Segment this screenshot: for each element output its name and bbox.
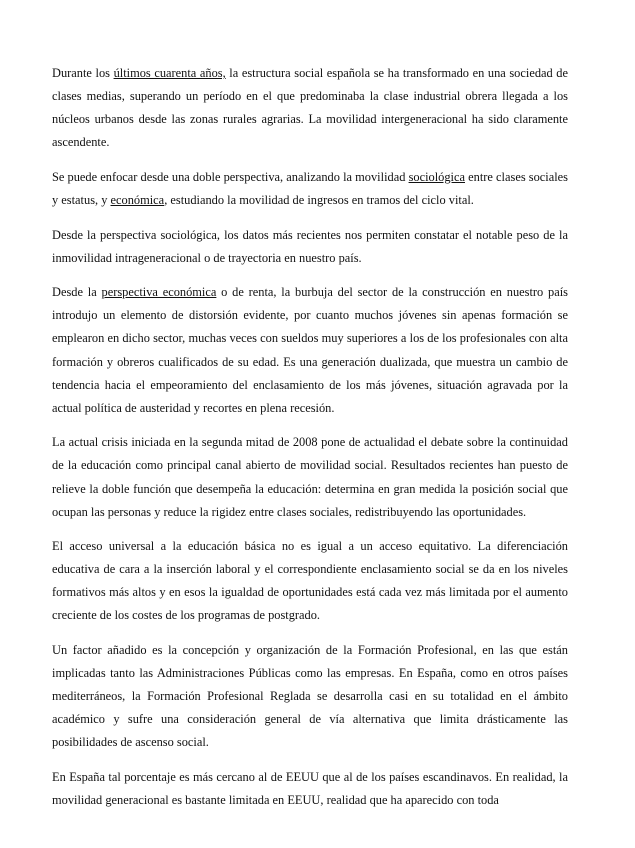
paragraph-7-text: Un factor añadido es la concepción y organización de la Formación Profesional, en las que están implicadas tanto las Administraciones Públicas como las empresas. En España, como en otros países mediterráneos, la Formación Profesional Reglada se desarrolla casi en su totalidad en el ámbito académico y sufre una consideración general de vía alternativa que limita drásticamente las posibilidades de ascenso social.: [52, 643, 568, 750]
paragraph-5: [52, 431, 568, 523]
link-sociologica[interactable]: sociológica: [408, 169, 465, 184]
paragraph-6: [52, 535, 568, 627]
paragraph-6-text: El acceso universal a la educación básica no es igual a un acceso equitativo. La diferenciación educativa de cara a la inserción laboral y el correspondiente enclasamiento social se da en los niveles formativos más altos y en esos la igualdad de oportunidades está cada vez más limitada por el aumento creciente de los costes de los programas de postgrado.: [52, 539, 568, 623]
paragraph-4: [52, 281, 568, 420]
paragraph-2-text: entre clases sociales y estatus, y: [52, 169, 569, 207]
paragraph-2-text: , estudiando la movilidad de ingresos en tramos del ciclo vital.: [164, 192, 474, 207]
document-body: [52, 62, 568, 824]
paragraph-8: [52, 766, 568, 812]
paragraph-1-text: Durante los: [52, 66, 114, 80]
paragraph-4-text: Desde la: [52, 285, 102, 300]
paragraph-3-text: Desde la perspectiva sociológica, los datos más recientes nos permiten constatar el notable peso de la inmovilidad intrageneracional o de trayectoria en nuestro país.: [52, 227, 568, 265]
paragraph-1-text: la estructura social española se ha transformado en una sociedad de clases medias, superando un período en el que predominaba la clase industrial obrera llegada a los núcleos urbanos desde las zonas rurales agrarias. La movilidad intergeneracional ha sido claramente ascendente.: [52, 66, 569, 150]
paragraph-3: [52, 224, 568, 270]
paragraph-2-text: Se puede enfocar desde una doble perspectiva, analizando la movilidad: [52, 169, 409, 184]
paragraph-4-text: o de renta, la burbuja del sector de la construcción en nuestro país introdujo un elemento de distorsión evidente, por cuanto muchos jóvenes sin apenas formación se emplearon en dicho sector, muchas veces con sueldos muy superiores a los de los profesionales con alta formación y obreros cualificados de su edad. Es una generación dualizada, que muestra un cambio de tendencia hacia el empeoramiento del enclasamiento de los más jóvenes, situación agravada por la actual política de austeridad y recortes en plena recesión.: [52, 285, 568, 415]
paragraph-7: [52, 639, 568, 754]
link-ultimos-cuarenta-anos[interactable]: últimos cuarenta años,: [113, 66, 226, 80]
paragraph-5-text: La actual crisis iniciada en la segunda mitad de 2008 pone de actualidad el debate sobre la continuidad de la educación como principal canal abierto de movilidad social. Resultados recientes han puesto de relieve la doble función que desempeña la educación: determina en gran medida la posición social que ocupan las personas y reduce la rigidez entre clases sociales, redistribuyendo las oportunidades.: [52, 435, 568, 519]
paragraph-8-text: En España tal porcentaje es más cercano al de EEUU que al de los países escandinavos. En realidad, la movilidad generacional es bastante limitada en EEUU, realidad que ha aparecido con toda: [52, 770, 568, 808]
paragraph-1: [52, 62, 568, 154]
link-economica[interactable]: económica: [110, 192, 165, 207]
link-perspectiva-economica[interactable]: perspectiva económica: [101, 285, 217, 300]
paragraph-2: [52, 166, 568, 212]
